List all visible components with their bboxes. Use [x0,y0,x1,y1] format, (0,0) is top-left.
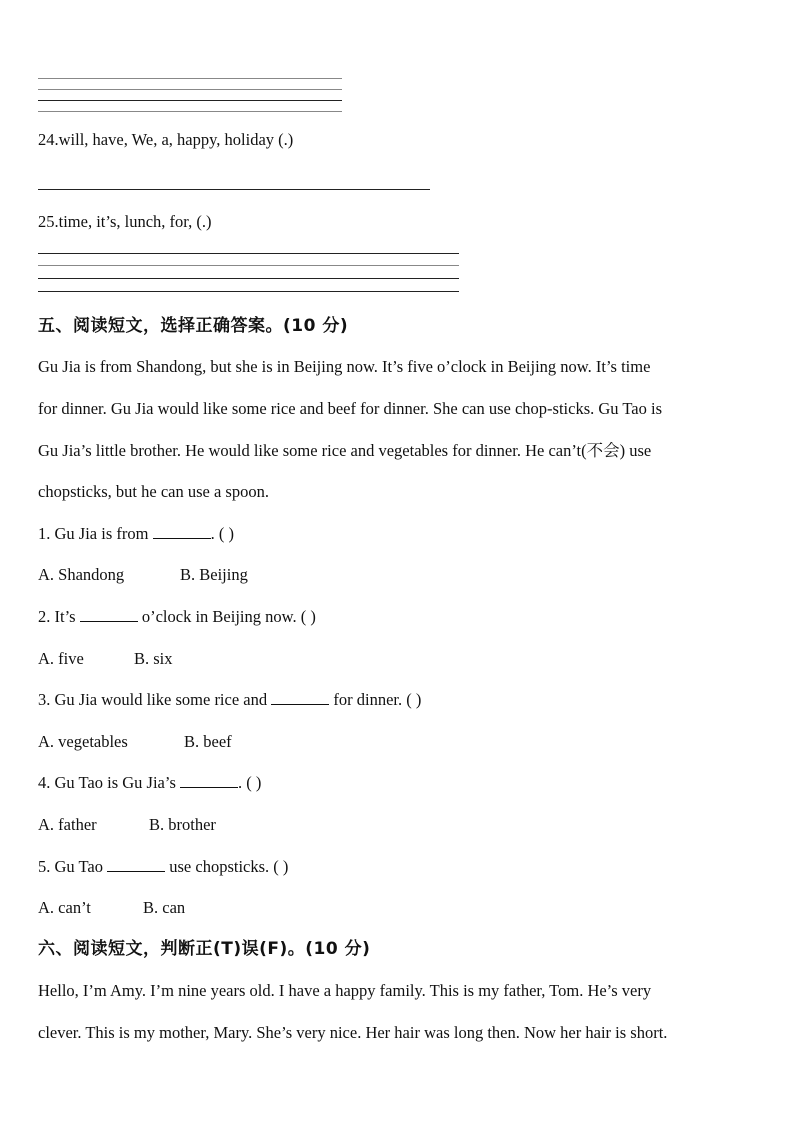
question-text: for dinner. ( ) [329,690,422,709]
question-text: . ( ) [238,773,262,792]
option-b[interactable]: B. beef [184,732,232,751]
passage-line: Gu Jia is from Shandong, but she is in Beijing now. It’s five o’clock in Beijing now. It’s time [38,357,651,376]
question-number: 25. [38,212,59,231]
passage-line: Gu Jia’s little brother. He would like some rice and vegetables for dinner. He can’t(不会) use [38,441,652,460]
answer-blank[interactable] [180,773,238,788]
question-text: use chopsticks. ( ) [165,857,289,876]
answer-blank[interactable] [107,857,165,872]
option-row [38,815,216,835]
question-number: 24. [38,130,59,149]
option-b[interactable]: B. six [134,649,173,668]
option-row [38,898,185,918]
question-text: 5. Gu Tao [38,857,108,876]
passage-line: clever. This is my mother, Mary. She’s very nice. Her hair was long then. Now her hair is short. [38,1023,668,1042]
question-text: 4. Gu Tao is Gu Jia’s [38,773,180,792]
mc-question-3 [38,690,421,710]
section-5-heading: 五、阅读短文，选择正确答案。(10 分) [38,316,349,336]
option-a[interactable]: A. vegetables [38,732,128,751]
question-text: o’clock in Beijing now. ( ) [137,607,316,626]
question-24 [38,130,293,150]
option-a[interactable]: A. five [38,649,84,668]
answer-line[interactable] [38,189,430,190]
question-text: will, have, We, a, happy, holiday (.) [58,130,294,149]
question-text: . ( ) [210,524,234,543]
passage-line: for dinner. Gu Jia would like some rice and beef for dinner. She can use chop-sticks. Gu Tao is [38,399,663,418]
answer-line[interactable] [38,253,459,254]
question-text: 2. It’s [38,607,80,626]
mc-question-4 [38,773,261,793]
option-b[interactable]: B. Beijing [180,565,248,584]
mc-question-1 [38,524,234,544]
question-25 [38,212,211,232]
answer-blank[interactable] [80,607,138,622]
option-row [38,565,248,585]
question-text: time, it’s, lunch, for, (.) [58,212,212,231]
answer-line [38,291,459,292]
option-row [38,732,232,752]
passage-line: Hello, I’m Amy. I’m nine years old. I have a happy family. This is my father, Tom. He’s very [38,981,652,1000]
answer-line [38,100,342,101]
option-b[interactable]: B. brother [149,815,216,834]
answer-line [38,89,342,90]
option-b[interactable]: B. can [143,898,186,917]
answer-blank[interactable] [271,690,329,705]
question-text: 3. Gu Jia would like some rice and [38,690,272,709]
mc-question-2 [38,607,316,627]
passage-line: chopsticks, but he can use a spoon. [38,482,269,501]
answer-blank[interactable] [153,524,211,539]
answer-line [38,78,342,79]
answer-line [38,265,459,266]
option-a[interactable]: A. father [38,815,97,834]
section-6-heading: 六、阅读短文，判断正(T)误(F)。(10 分) [38,939,371,959]
mc-question-5 [38,857,288,877]
answer-line [38,111,342,112]
question-text: 1. Gu Jia is from [38,524,153,543]
option-a[interactable]: A. can’t [38,898,91,917]
option-a[interactable]: A. Shandong [38,565,125,584]
answer-line [38,278,459,279]
option-row [38,649,173,669]
